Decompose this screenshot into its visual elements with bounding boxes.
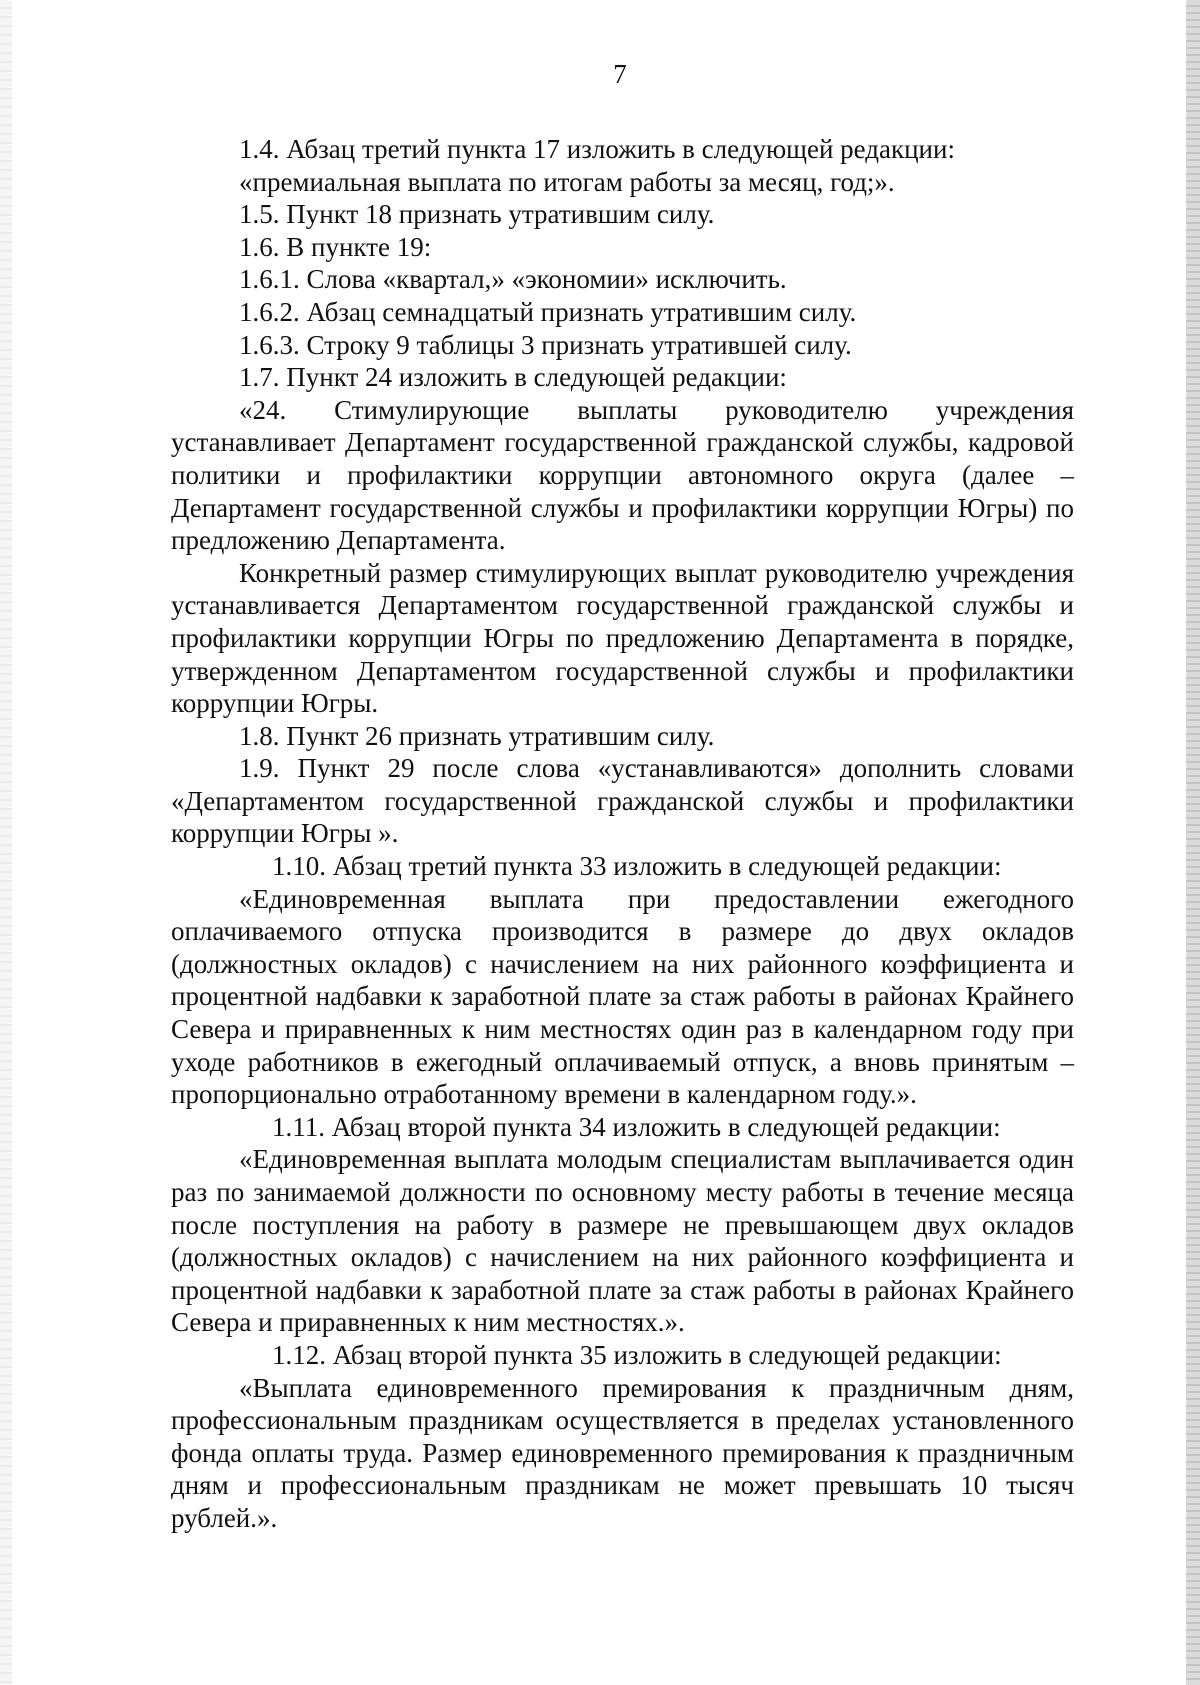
paragraph: 1.9. Пункт 29 после слова «устанавливаются» дополнить словами «Департаментом государственной гражданской службы и профилактики коррупции Югры ».	[171, 753, 1074, 849]
paragraph: «Выплата единовременного премирования к праздничным дням, профессиональным праздникам осуществляется в пределах установленного фонда оплаты труда. Размер единовременного премирования к праздничным дням и профессиональным праздникам не может превышать 10 тысяч рублей.».	[171, 1372, 1074, 1533]
document-body	[171, 133, 1074, 1535]
paragraph: 1.6. В пункте 19:	[239, 231, 432, 262]
page-number: 7	[613, 59, 627, 89]
paragraph: 1.10. Абзац третий пункта 33 изложить в следующей редакции:	[272, 851, 1002, 882]
paragraph: 1.7. Пункт 24 изложить в следующей редакции:	[239, 362, 787, 393]
paragraph: 1.6.1. Слова «квартал,» «экономии» исключить.	[239, 264, 787, 295]
scan-edge-right	[1186, 0, 1200, 1685]
paragraph: 1.12. Абзац второй пункта 35 изложить в следующей редакции:	[272, 1339, 1002, 1370]
paragraph: 1.11. Абзац второй пункта 34 изложить в следующей редакции:	[272, 1111, 1001, 1142]
paragraph: «24. Стимулирующие выплаты руководителю учреждения устанавливает Департамент государственной гражданской службы, кадровой политики и профилактики коррупции автономного округа (далее – Департамент государственной службы и профилактики коррупции Югры) по предложению Департамента.	[171, 394, 1074, 556]
paragraph: 1.8. Пункт 26 признать утратившим силу.	[239, 720, 715, 751]
paragraph: «премиальная выплата по итогам работы за месяц, год;».	[239, 166, 895, 197]
paragraph: 1.6.3. Строку 9 таблицы 3 признать утратившей силу.	[239, 329, 852, 360]
paragraph: 1.5. Пункт 18 признать утратившим силу.	[239, 199, 715, 230]
paragraph: 1.6.2. Абзац семнадцатый признать утратившим силу.	[239, 296, 857, 327]
paragraph: Конкретный размер стимулирующих выплат руководителю учреждения устанавливается Департаментом государственной гражданской службы и профилактики коррупции Югры по предложению Департамента в порядке, утвержденном Департаментом государственной службы и профилактики коррупции Югры.	[171, 557, 1074, 719]
paragraph: «Единовременная выплата при предоставлении ежегодного оплачиваемого отпуска производится в размере до двух окладов (должностных окладов) с начислением на них районного коэффициента и процентной надбавки к заработной плате за стаж работы в районах Крайнего Севера и приравненных к ним местностях один раз в календарном году при уходе работников в ежегодный оплачиваемый отпуск, а вновь принятым – пропорционально отработанному времени в календарном году.».	[171, 883, 1074, 1110]
paragraph: 1.4. Абзац третий пункта 17 изложить в следующей редакции:	[239, 134, 955, 164]
paragraph: «Единовременная выплата молодым специалистам выплачивается один раз по занимаемой должности по основному месту работы в течение месяца после поступления на работу в размере не превышающем двух окладов (должностных окладов) с начислением на них районного коэффициента и процентной надбавки к заработной плате за стаж работы в районах Крайнего Севера и приравненных к ним местностях.».	[171, 1144, 1074, 1338]
scan-edge-left	[0, 0, 12, 1685]
